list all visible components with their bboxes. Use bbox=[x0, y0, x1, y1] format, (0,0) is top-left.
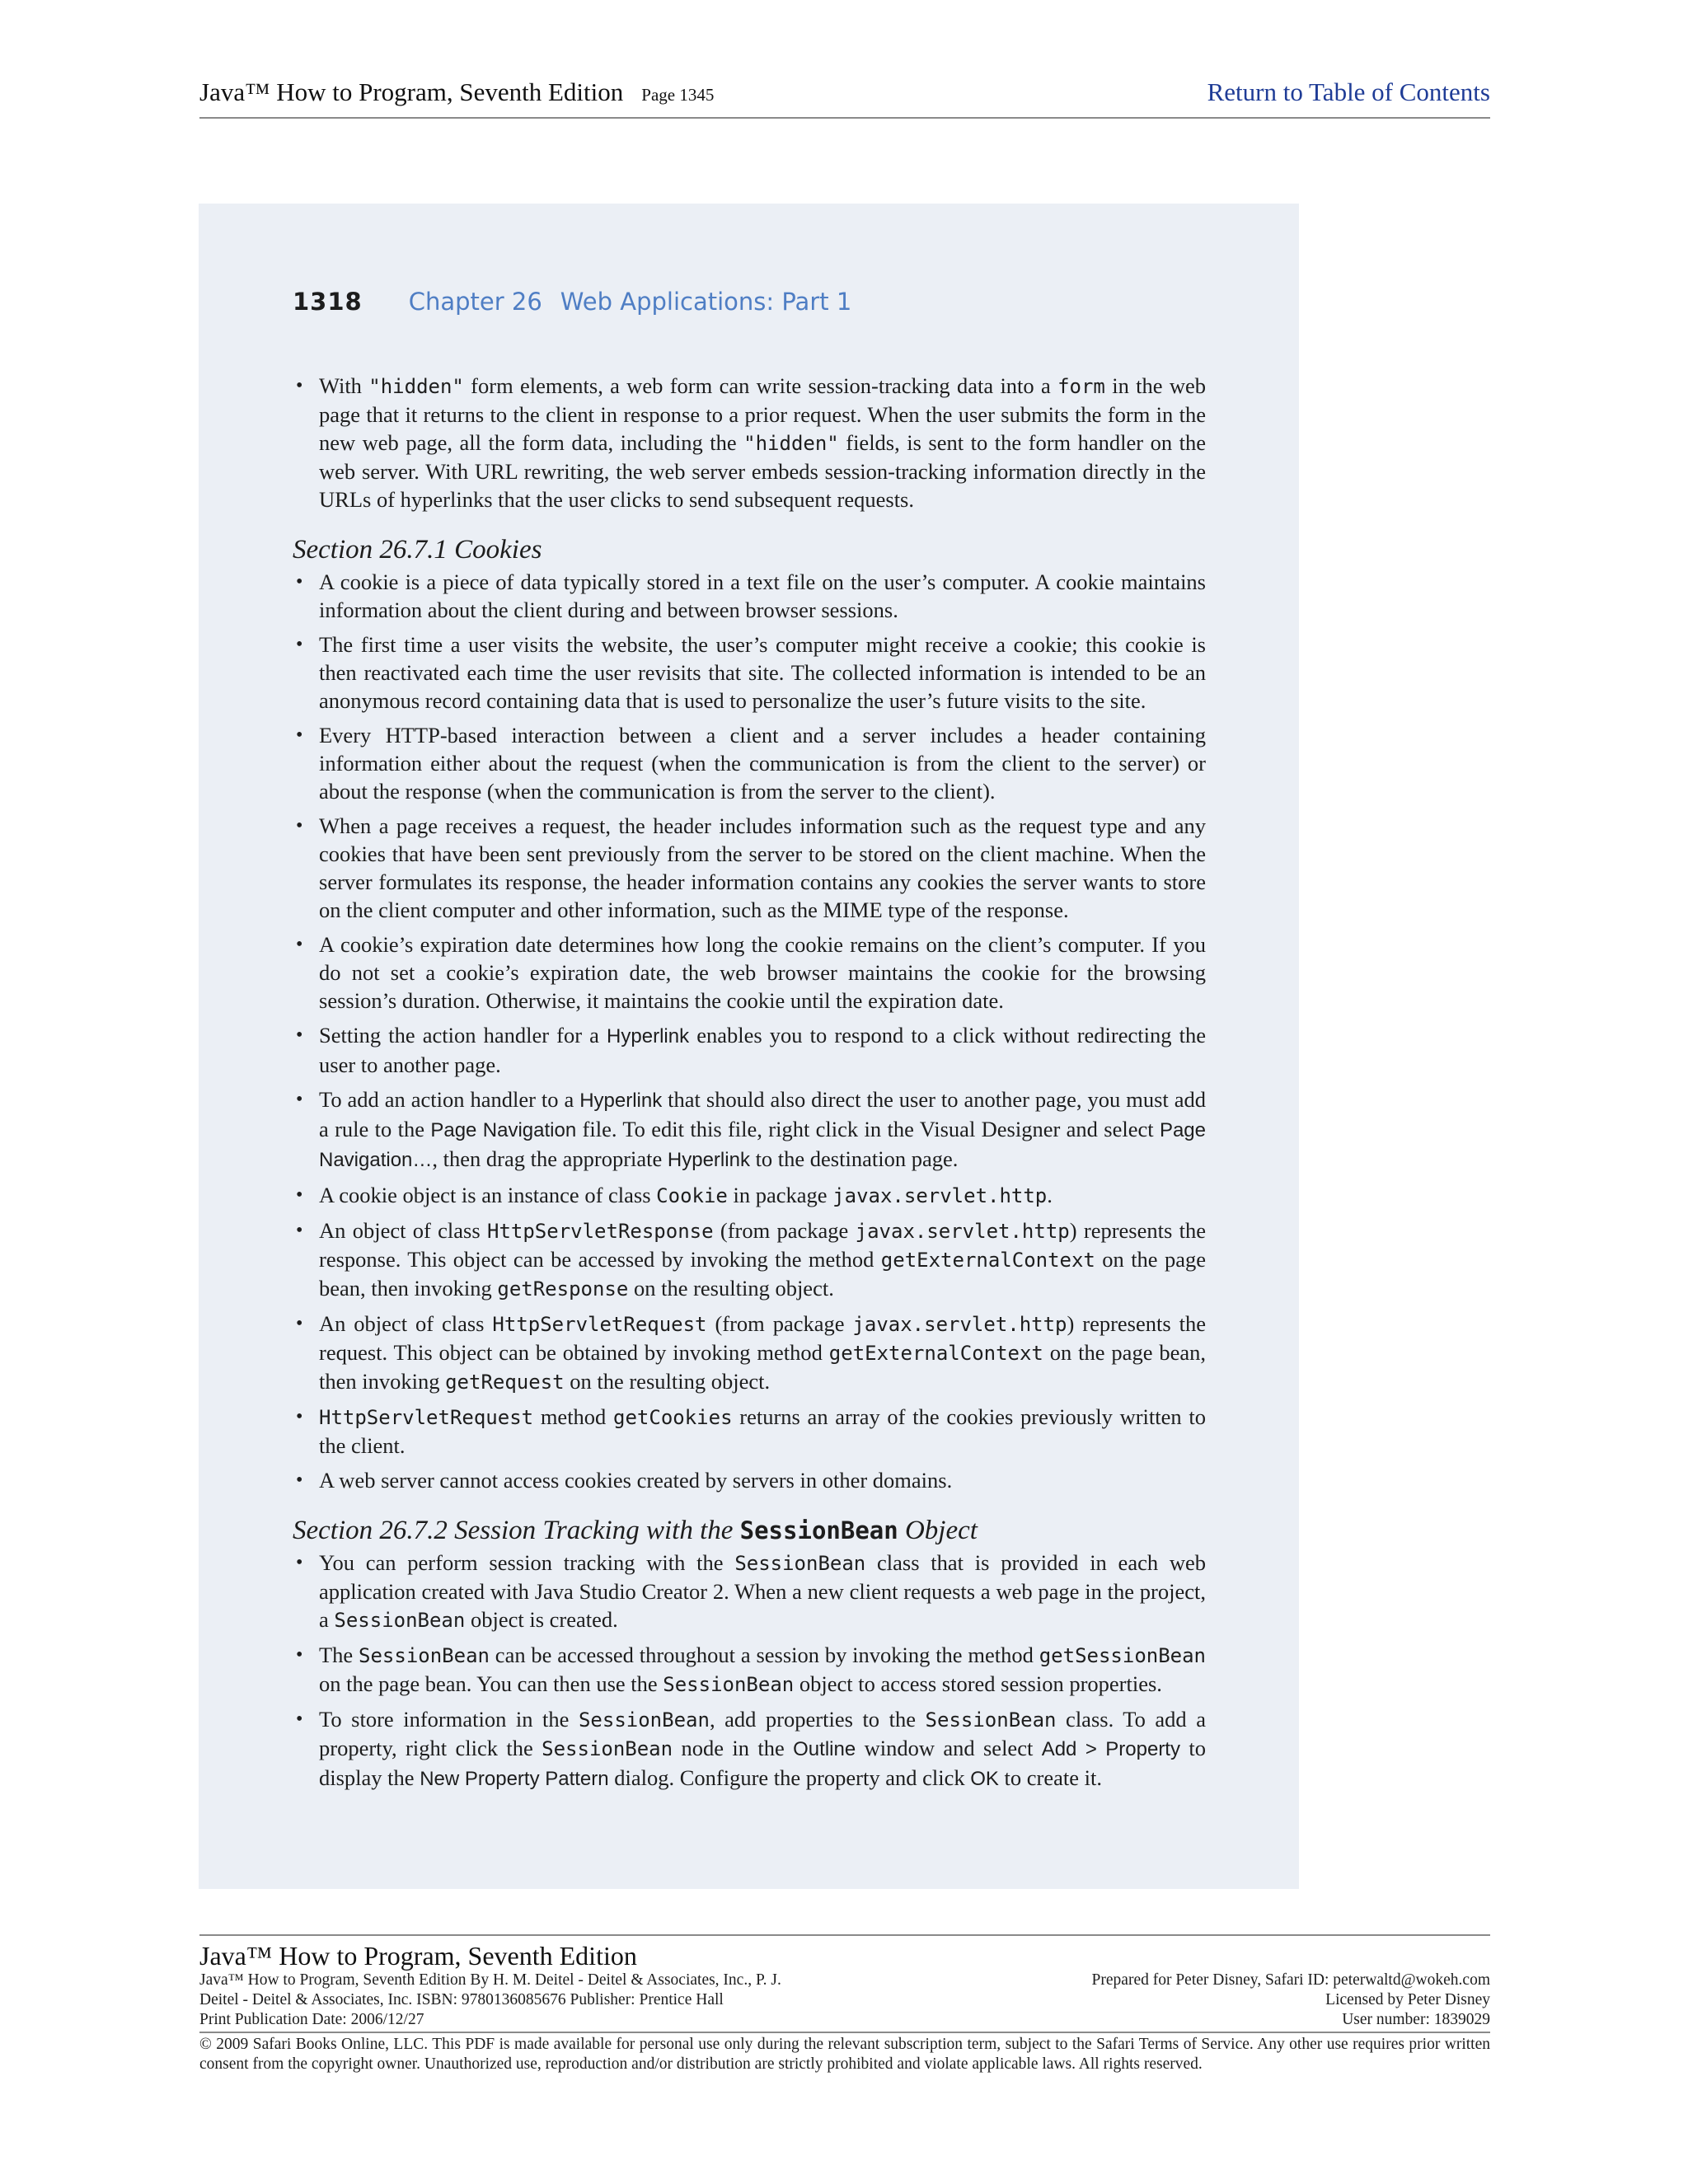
ui-term: Hyperlink bbox=[607, 1025, 690, 1047]
ui-term: OK bbox=[970, 1768, 999, 1790]
book-page-scan bbox=[199, 204, 1299, 1889]
code-term: SessionBean bbox=[739, 1516, 898, 1544]
ui-term: Hyperlink bbox=[667, 1149, 750, 1171]
code-term: SessionBean bbox=[925, 1708, 1057, 1732]
sessionbean-list bbox=[293, 1549, 1206, 1793]
footer-prepared-for: Prepared for Peter Disney, Safari ID: peterwaltd@wokeh.com bbox=[1091, 1971, 1490, 1989]
cookies-list bbox=[293, 568, 1206, 1494]
page-footer bbox=[199, 1934, 1490, 2074]
list-item: • The SessionBean can be accessed throughout a session by invoking the method getSessionBean on the page bean. You can then use the SessionBean object to access stored session properties. bbox=[293, 1641, 1206, 1699]
book-title bbox=[199, 77, 714, 107]
code-term: SessionBean bbox=[663, 1673, 795, 1696]
ui-term: Outline bbox=[793, 1738, 856, 1760]
list-item: • HttpServletRequest method getCookies returns an array of the cookies previously written to the client. bbox=[293, 1403, 1206, 1460]
footer-copyright: © 2009 Safari Books Online, LLC. This PDF is made available for personal use only during the relevant subscription term, subject to the Safari Terms of Service. Any other use requires prior written consent from the copyright owner. Unauthorized use, reproduction and/or distribution are strictly prohibited and violate applicable laws. All rights reserved. bbox=[199, 2036, 1490, 2073]
code-term: getSessionBean bbox=[1039, 1644, 1207, 1667]
list-item: • A cookie is a piece of data typically stored in a text file on the user’s computer. A cookie maintains information about the client during and between browser sessions. bbox=[293, 568, 1206, 624]
footer-line-3 bbox=[199, 2010, 1490, 2033]
code-term: "hidden" bbox=[743, 432, 839, 455]
footer-pub-date: Print Publication Date: 2006/12/27 bbox=[199, 2011, 424, 2028]
code-term: getExternalContext bbox=[880, 1249, 1095, 1272]
list-item: • To store information in the SessionBean, add properties to the SessionBean class. To add a property, right click the SessionBean node in the Outline window and select Add > Property to display the New Property Pattern dialog. Configure the property and click OK to create it. bbox=[293, 1705, 1206, 1793]
list-item: • A web server cannot access cookies created by servers in other domains. bbox=[293, 1466, 1206, 1494]
code-term: getRequest bbox=[445, 1371, 565, 1394]
code-term: form bbox=[1057, 375, 1105, 398]
code-term: HttpServletRequest bbox=[492, 1313, 707, 1336]
code-term: SessionBean bbox=[578, 1708, 710, 1732]
footer-author-info: Java™ How to Program, Seventh Edition By H. M. Deitel - Deitel & Associates, Inc., P. J. bbox=[199, 1971, 781, 1989]
ui-term: Add > Property bbox=[1041, 1738, 1180, 1760]
list-item: • An object of class HttpServletResponse (from package javax.servlet.http) represents the response. This object can be accessed by invoking the method getExternalContext on the page bean, then invoking getResponse on the resulting object. bbox=[293, 1216, 1206, 1303]
footer-user-number: User number: 1839029 bbox=[1342, 2011, 1490, 2028]
code-term: getExternalContext bbox=[828, 1342, 1043, 1365]
return-to-toc-link[interactable]: Return to Table of Contents bbox=[1207, 77, 1490, 106]
list-item: • The first time a user visits the website, the user’s computer might receive a cookie; this cookie is then reactivated each time the user revisits that site. The collected information is intended to be an anonymous record containing data that is used to personalize the user’s future visits to the site. bbox=[293, 630, 1206, 715]
footer-line-1 bbox=[199, 1971, 1490, 1990]
footer-licensed-by: Licensed by Peter Disney bbox=[1325, 1991, 1490, 2008]
code-term: SessionBean bbox=[334, 1609, 466, 1632]
section-heading-cookies: Section 26.7.1 Cookies bbox=[293, 535, 542, 565]
list-item: • A cookie object is an instance of class Cookie in package javax.servlet.http. bbox=[293, 1181, 1206, 1210]
list-item: • Setting the action handler for a Hyperlink enables you to respond to a click without redirecting the user to another page. bbox=[293, 1021, 1206, 1079]
code-term: getResponse bbox=[497, 1277, 629, 1301]
summary-content bbox=[293, 372, 1206, 1800]
code-term: "hidden" bbox=[368, 375, 464, 398]
list-item: • When a page receives a request, the header includes information such as the request type and any cookies that have been sent previously from the server to be stored on the client machine. When the server formulates its response, the header information contains any cookies the server wants to store on the client computer and other information, such as the MIME type of the response. bbox=[293, 812, 1206, 924]
ui-term: New Property Pattern bbox=[420, 1768, 609, 1790]
footer-title: Java™ How to Program, Seventh Edition bbox=[199, 1941, 637, 1971]
code-term: javax.servlet.http bbox=[855, 1220, 1070, 1243]
page-header bbox=[199, 76, 1490, 119]
list-item: • An object of class HttpServletRequest (from package javax.servlet.http) represents the request. This object can be obtained by invoking method getExternalContext on the page bean, then invoking getRequest on the resulting object. bbox=[293, 1310, 1206, 1396]
footer-isbn-info: Deitel - Deitel & Associates, Inc. ISBN: 9780136085676 Publisher: Prentice Hall bbox=[199, 1991, 724, 2008]
page-number: Page 1345 bbox=[641, 85, 715, 105]
code-term: SessionBean bbox=[359, 1644, 490, 1667]
list-item: • Every HTTP-based interaction between a client and a server includes a header containing information either about the request (when the communication is from the client to the server) or about the response (when the communication is from the server to the client). bbox=[293, 721, 1206, 805]
code-term: javax.servlet.http bbox=[832, 1184, 1048, 1207]
book-title-text: Java™ How to Program, Seventh Edition bbox=[199, 77, 624, 106]
code-term: HttpServletRequest bbox=[319, 1406, 534, 1429]
list-item: • You can perform session tracking with the SessionBean class that is provided in each web application created with Java Studio Creator 2. When a new client requests a web page in the project, a SessionBean object is created. bbox=[293, 1549, 1206, 1634]
chapter-label: Chapter 26 bbox=[408, 288, 542, 316]
code-term: HttpServletResponse bbox=[487, 1220, 714, 1243]
code-term: Cookie bbox=[656, 1184, 728, 1207]
list-item: • With "hidden" form elements, a web form can write session-tracking data into a form in the web page that it returns to the client in response to a prior request. When the user submits the form in the new web page, all the form data, including the "hidden" fields, is sent to the form handler on the web server. With URL rewriting, the web server embeds session-tracking information directly in the URLs of hyperlinks that the user clicks to send subsequent requests. bbox=[293, 372, 1206, 513]
section-heading-session-tracking: Section 26.7.2 Session Tracking with the SessionBean Object bbox=[293, 1516, 978, 1545]
list-item: • A cookie’s expiration date determines how long the cookie remains on the client’s computer. If you do not set a cookie’s expiration date, the web browser maintains the cookie for the browsing session’s duration. Otherwise, it maintains the cookie until the expiration date. bbox=[293, 930, 1206, 1015]
list-item: • To add an action handler to a Hyperlink that should also direct the user to another page, you must add a rule to the Page Navigation file. To edit this file, right click in the Visual Designer and select Page Navigation…, then drag the appropriate Hyperlink to the destination page. bbox=[293, 1085, 1206, 1174]
running-head bbox=[293, 288, 851, 316]
intro-list bbox=[293, 372, 1206, 513]
footer-line-2 bbox=[199, 1990, 1490, 2010]
ui-term: Page Navigation… bbox=[319, 1119, 1206, 1171]
folio: 1318 bbox=[293, 288, 363, 316]
code-term: javax.servlet.http bbox=[852, 1313, 1067, 1336]
code-term: getCookies bbox=[613, 1406, 733, 1429]
chapter-title: Web Applications: Part 1 bbox=[560, 288, 852, 316]
code-term: SessionBean bbox=[542, 1737, 673, 1760]
ui-term: Hyperlink bbox=[579, 1090, 663, 1112]
ui-term: Page Navigation bbox=[430, 1119, 577, 1141]
code-term: SessionBean bbox=[734, 1552, 866, 1575]
